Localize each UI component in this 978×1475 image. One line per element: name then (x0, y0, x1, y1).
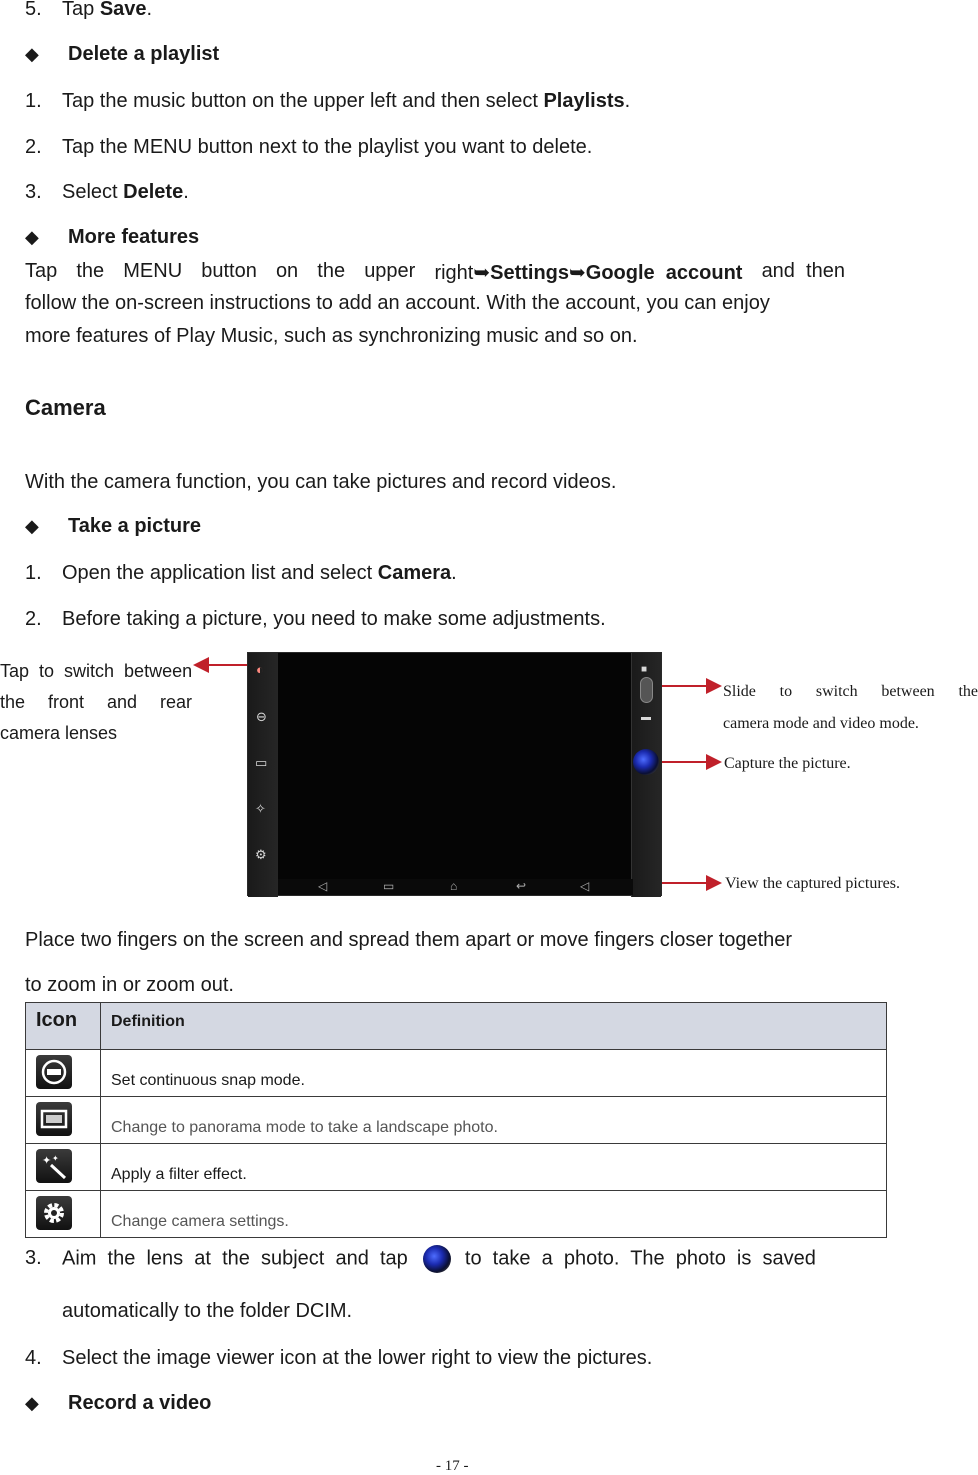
filter-effect-icon[interactable]: ✧ (255, 801, 266, 816)
volume-down-icon[interactable]: ◁ (318, 879, 328, 893)
mode-slider[interactable] (640, 677, 653, 703)
record-video-heading: ◆ Record a video (25, 1392, 212, 1414)
video-mode-icon: ▬ (641, 712, 651, 723)
picture-step-4: 4. Select the image viewer icon at the lower right to view the pictures. (25, 1347, 653, 1369)
callout-capture: Capture the picture. (724, 755, 851, 772)
picture-step-3-line-2: automatically to the folder DCIM. (62, 1300, 353, 1322)
settings-path: right➥Settings➥Google account (434, 262, 743, 284)
settings-gear-icon (36, 1196, 72, 1230)
definition-cell: Set continuous snap mode. (101, 1050, 887, 1097)
switch-camera-icon[interactable]: ◐ (256, 662, 264, 677)
picture-step-2: 2. Before taking a picture, you need to make some adjustments. (25, 608, 606, 630)
more-features-line-1: Tap the MENU button on the upper right➥Settings➥Google account and then (25, 260, 845, 284)
camera-screenshot (247, 652, 662, 896)
table-row (26, 1097, 887, 1144)
settings-gear-icon[interactable]: ⚙ (255, 847, 267, 862)
icon-definition-table (25, 1002, 887, 1238)
definition-cell: Change to panorama mode to take a landscape photo. (101, 1097, 887, 1144)
table-row (26, 1050, 887, 1097)
shutter-button[interactable] (633, 749, 659, 775)
camera-right-toolbar (631, 653, 661, 897)
more-features-line-2: follow the on-screen instructions to add an account. With the account, you can enjoy (25, 292, 770, 314)
callout-slide-mode: Slide to switch between the camera mode and video mode. (723, 683, 978, 732)
callout-switch-lens: Tap to switch between the front and rear camera lenses (0, 661, 193, 743)
panorama-icon (36, 1102, 72, 1136)
filter-effect-icon (36, 1149, 72, 1183)
camera-mode-icon: ■ (641, 664, 648, 675)
delete-step-1: 1. Tap the music button on the upper left and then select Playlists. (25, 90, 631, 112)
picture-step-3: 3. Aim the lens at the subject and tap to take a photo. The photo is saved (25, 1245, 816, 1273)
camera-section-title: Camera (25, 395, 106, 420)
step-5: 5. Tap Save. (25, 0, 153, 20)
recent-apps-icon[interactable]: ▭ (383, 879, 395, 893)
more-features-heading: ◆ More features (25, 226, 200, 248)
diamond-bullet-icon: ◆ (25, 516, 39, 536)
continuous-snap-icon (36, 1055, 72, 1089)
delete-playlist-heading: ◆ Delete a playlist (25, 43, 220, 65)
zoom-line-1: Place two fingers on the screen and spread them apart or move fingers closer together (25, 929, 793, 951)
android-nav-bar (278, 879, 633, 895)
definition-cell: Apply a filter effect. (101, 1144, 887, 1191)
shutter-lens-icon (423, 1245, 451, 1273)
back-icon[interactable]: ↩ (516, 879, 527, 893)
arrow-icon: ➥ (569, 262, 586, 284)
picture-step-1: 1. Open the application list and select Camera. (25, 562, 457, 584)
camera-viewfinder (278, 653, 633, 881)
diamond-bullet-icon: ◆ (25, 227, 39, 247)
camera-intro: With the camera function, you can take pictures and record videos. (25, 471, 617, 493)
header-icon: Icon (26, 1003, 101, 1050)
delete-step-3: 3. Select Delete. (25, 181, 189, 203)
definition-cell: Change camera settings. (101, 1191, 887, 1238)
more-features-line-3: more features of Play Music, such as synchronizing music and so on. (25, 325, 638, 347)
callout-view: View the captured pictures. (725, 875, 900, 892)
diamond-bullet-icon: ◆ (25, 44, 39, 64)
delete-step-2: 2. Tap the MENU button next to the playlist you want to delete. (25, 136, 593, 158)
table-header-row (26, 1003, 887, 1050)
header-definition: Definition (101, 1003, 887, 1050)
panorama-icon[interactable]: ▭ (255, 755, 268, 770)
home-icon[interactable]: ⌂ (450, 879, 458, 893)
take-picture-heading: ◆ Take a picture (25, 515, 202, 537)
camera-left-toolbar (248, 653, 278, 897)
continuous-snap-icon[interactable]: ⊖ (256, 709, 267, 724)
table-row (26, 1191, 887, 1238)
diamond-bullet-icon: ◆ (25, 1393, 39, 1413)
table-row (26, 1144, 887, 1191)
page-number: - 17 - (436, 1458, 469, 1474)
arrow-icon: ➥ (473, 262, 491, 284)
svg-text:✦: ✦ (52, 1154, 59, 1163)
zoom-line-2: to zoom in or zoom out. (25, 974, 234, 996)
svg-text:✦: ✦ (42, 1154, 52, 1167)
volume-up-icon[interactable]: ◁ (580, 879, 590, 893)
